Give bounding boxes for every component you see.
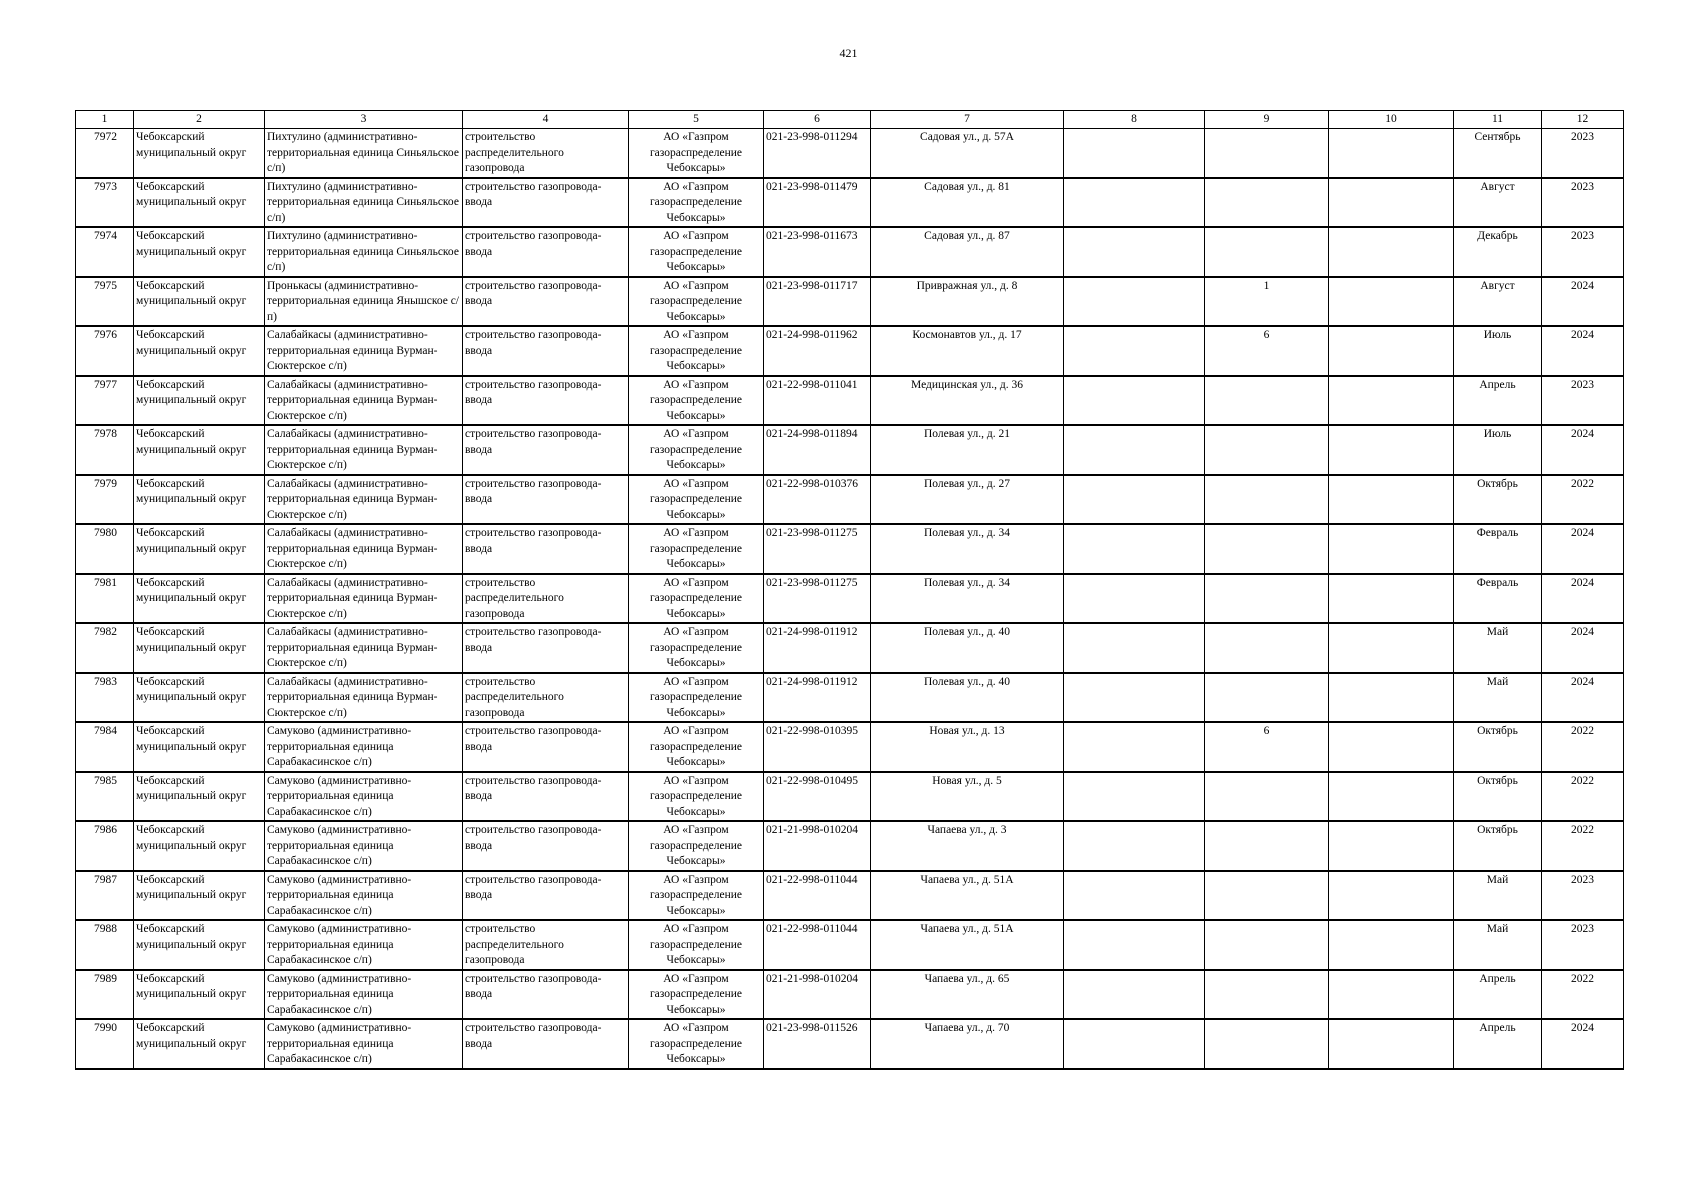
- cell-col-9: [1205, 871, 1329, 921]
- column-header: 4: [463, 111, 629, 129]
- cell-month: Май: [1454, 623, 1542, 673]
- cell-col-9: [1205, 574, 1329, 624]
- cell-address: Космонавтов ул., д. 17: [871, 326, 1064, 376]
- cell-work-type: строительство газопровода-ввода: [463, 326, 629, 376]
- cell-address: Чапаева ул., д. 65: [871, 970, 1064, 1020]
- cell-year: 2023: [1542, 871, 1624, 921]
- cell-organization: АО «Газпром газораспределение Чебоксары»: [629, 129, 764, 178]
- cell-col-9: [1205, 623, 1329, 673]
- cell-col-9: [1205, 821, 1329, 871]
- cell-col-8: [1064, 623, 1205, 673]
- table-body: [76, 129, 1624, 1069]
- cell-month: Июль: [1454, 425, 1542, 475]
- cell-settlement: Салабайкасы (административно-территориальная единица Вурман-Сюктерское с/п): [265, 425, 463, 475]
- cell-row-number: 7977: [76, 376, 134, 426]
- table-row: [76, 425, 1624, 475]
- cell-application-number: 021-21-998-010204: [764, 970, 871, 1020]
- cell-col-10: [1329, 920, 1454, 970]
- table-row: [76, 574, 1624, 624]
- cell-work-type: строительство газопровода-ввода: [463, 524, 629, 574]
- cell-settlement: Пихтулино (административно-территориальная единица Синьяльское с/п): [265, 227, 463, 277]
- cell-col-8: [1064, 1019, 1205, 1069]
- cell-address: Садовая ул., д. 81: [871, 178, 1064, 228]
- cell-application-number: 021-24-998-011912: [764, 623, 871, 673]
- cell-organization: АО «Газпром газораспределение Чебоксары»: [629, 623, 764, 673]
- page-number: 421: [839, 46, 858, 60]
- cell-row-number: 7972: [76, 129, 134, 178]
- cell-row-number: 7985: [76, 772, 134, 822]
- cell-col-8: [1064, 920, 1205, 970]
- cell-row-number: 7976: [76, 326, 134, 376]
- cell-settlement: Салабайкасы (административно-территориальная единица Вурман-Сюктерское с/п): [265, 524, 463, 574]
- cell-col-8: [1064, 376, 1205, 426]
- cell-col-8: [1064, 425, 1205, 475]
- cell-col-10: [1329, 129, 1454, 178]
- cell-month: Декабрь: [1454, 227, 1542, 277]
- cell-settlement: Салабайкасы (административно-территориальная единица Вурман-Сюктерское с/п): [265, 376, 463, 426]
- cell-organization: АО «Газпром газораспределение Чебоксары»: [629, 326, 764, 376]
- cell-month: Май: [1454, 673, 1542, 723]
- cell-settlement: Салабайкасы (административно-территориальная единица Вурман-Сюктерское с/п): [265, 673, 463, 723]
- cell-work-type: строительство распределительного газопровода: [463, 920, 629, 970]
- table-row: [76, 623, 1624, 673]
- cell-year: 2023: [1542, 178, 1624, 228]
- cell-year: 2023: [1542, 920, 1624, 970]
- cell-settlement: Самуково (административно-территориальная единица Сарабакасинское с/п): [265, 722, 463, 772]
- cell-settlement: Самуково (административно-территориальная единица Сарабакасинское с/п): [265, 821, 463, 871]
- cell-application-number: 021-23-998-011526: [764, 1019, 871, 1069]
- table-header: [76, 111, 1624, 129]
- cell-application-number: 021-22-998-010495: [764, 772, 871, 822]
- cell-district: Чебоксарский муниципальный округ: [134, 920, 265, 970]
- cell-organization: АО «Газпром газораспределение Чебоксары»: [629, 425, 764, 475]
- cell-row-number: 7975: [76, 277, 134, 327]
- cell-month: Февраль: [1454, 524, 1542, 574]
- cell-organization: АО «Газпром газораспределение Чебоксары»: [629, 574, 764, 624]
- cell-settlement: Пронькасы (административно-территориальная единица Янышское с/п): [265, 277, 463, 327]
- cell-application-number: 021-22-998-011044: [764, 920, 871, 970]
- cell-district: Чебоксарский муниципальный округ: [134, 178, 265, 228]
- cell-year: 2023: [1542, 129, 1624, 178]
- cell-application-number: 021-24-998-011962: [764, 326, 871, 376]
- cell-settlement: Салабайкасы (административно-территориальная единица Вурман-Сюктерское с/п): [265, 475, 463, 525]
- cell-col-8: [1064, 326, 1205, 376]
- cell-settlement: Самуково (административно-территориальная единица Сарабакасинское с/п): [265, 1019, 463, 1069]
- cell-work-type: строительство газопровода-ввода: [463, 178, 629, 228]
- cell-district: Чебоксарский муниципальный округ: [134, 970, 265, 1020]
- table-row: [76, 129, 1624, 178]
- cell-district: Чебоксарский муниципальный округ: [134, 227, 265, 277]
- cell-address: Медицинская ул., д. 36: [871, 376, 1064, 426]
- cell-col-10: [1329, 376, 1454, 426]
- cell-month: Май: [1454, 871, 1542, 921]
- register-table: [75, 110, 1624, 1070]
- cell-col-10: [1329, 673, 1454, 723]
- cell-application-number: 021-22-998-010376: [764, 475, 871, 525]
- cell-year: 2024: [1542, 425, 1624, 475]
- cell-month: Апрель: [1454, 970, 1542, 1020]
- cell-col-10: [1329, 1019, 1454, 1069]
- cell-col-10: [1329, 821, 1454, 871]
- table-row: [76, 1019, 1624, 1069]
- cell-district: Чебоксарский муниципальный округ: [134, 772, 265, 822]
- cell-col-9: [1205, 524, 1329, 574]
- cell-col-10: [1329, 970, 1454, 1020]
- cell-organization: АО «Газпром газораспределение Чебоксары»: [629, 722, 764, 772]
- cell-col-9: [1205, 920, 1329, 970]
- cell-col-9: [1205, 425, 1329, 475]
- column-header: 5: [629, 111, 764, 129]
- cell-col-8: [1064, 871, 1205, 921]
- cell-col-8: [1064, 524, 1205, 574]
- cell-month: Октябрь: [1454, 722, 1542, 772]
- cell-col-8: [1064, 227, 1205, 277]
- cell-district: Чебоксарский муниципальный округ: [134, 871, 265, 921]
- cell-address: Чапаева ул., д. 51А: [871, 871, 1064, 921]
- cell-row-number: 7980: [76, 524, 134, 574]
- cell-col-10: [1329, 524, 1454, 574]
- cell-work-type: строительство газопровода-ввода: [463, 772, 629, 822]
- table-row: [76, 772, 1624, 822]
- cell-address: Полевая ул., д. 40: [871, 623, 1064, 673]
- cell-address: Привражная ул., д. 8: [871, 277, 1064, 327]
- cell-row-number: 7987: [76, 871, 134, 921]
- cell-col-8: [1064, 475, 1205, 525]
- table-row: [76, 524, 1624, 574]
- cell-organization: АО «Газпром газораспределение Чебоксары»: [629, 178, 764, 228]
- cell-col-10: [1329, 277, 1454, 327]
- cell-organization: АО «Газпром газораспределение Чебоксары»: [629, 524, 764, 574]
- cell-col-10: [1329, 475, 1454, 525]
- cell-row-number: 7982: [76, 623, 134, 673]
- cell-work-type: строительство распределительного газопровода: [463, 673, 629, 723]
- cell-col-10: [1329, 227, 1454, 277]
- cell-col-10: [1329, 722, 1454, 772]
- cell-year: 2022: [1542, 722, 1624, 772]
- cell-month: Август: [1454, 277, 1542, 327]
- cell-col-10: [1329, 574, 1454, 624]
- cell-settlement: Салабайкасы (административно-территориальная единица Вурман-Сюктерское с/п): [265, 623, 463, 673]
- cell-district: Чебоксарский муниципальный округ: [134, 425, 265, 475]
- cell-col-9: 1: [1205, 277, 1329, 327]
- cell-organization: АО «Газпром газораспределение Чебоксары»: [629, 772, 764, 822]
- table-row: [76, 673, 1624, 723]
- cell-address: Полевая ул., д. 34: [871, 574, 1064, 624]
- cell-application-number: 021-22-998-010395: [764, 722, 871, 772]
- cell-col-8: [1064, 673, 1205, 723]
- cell-row-number: 7986: [76, 821, 134, 871]
- cell-address: Полевая ул., д. 21: [871, 425, 1064, 475]
- cell-address: Чапаева ул., д. 51А: [871, 920, 1064, 970]
- cell-month: Сентябрь: [1454, 129, 1542, 178]
- table-row: [76, 326, 1624, 376]
- cell-district: Чебоксарский муниципальный округ: [134, 326, 265, 376]
- cell-row-number: 7983: [76, 673, 134, 723]
- column-header: 10: [1329, 111, 1454, 129]
- column-header: 7: [871, 111, 1064, 129]
- cell-col-8: [1064, 722, 1205, 772]
- cell-col-9: [1205, 772, 1329, 822]
- cell-month: Май: [1454, 920, 1542, 970]
- cell-address: Чапаева ул., д. 3: [871, 821, 1064, 871]
- cell-application-number: 021-23-998-011673: [764, 227, 871, 277]
- header-row: [76, 111, 1624, 129]
- cell-district: Чебоксарский муниципальный округ: [134, 475, 265, 525]
- cell-settlement: Самуково (административно-территориальная единица Сарабакасинское с/п): [265, 871, 463, 921]
- cell-settlement: Самуково (административно-территориальная единица Сарабакасинское с/п): [265, 920, 463, 970]
- cell-work-type: строительство газопровода-ввода: [463, 425, 629, 475]
- cell-settlement: Салабайкасы (административно-территориальная единица Вурман-Сюктерское с/п): [265, 326, 463, 376]
- cell-address: Полевая ул., д. 27: [871, 475, 1064, 525]
- cell-work-type: строительство газопровода-ввода: [463, 376, 629, 426]
- cell-col-9: 6: [1205, 722, 1329, 772]
- cell-col-9: [1205, 970, 1329, 1020]
- cell-col-9: [1205, 1019, 1329, 1069]
- cell-work-type: строительство газопровода-ввода: [463, 277, 629, 327]
- cell-settlement: Пихтулино (административно-территориальная единица Синьяльское с/п): [265, 178, 463, 228]
- cell-work-type: строительство распределительного газопровода: [463, 129, 629, 178]
- table-row: [76, 178, 1624, 228]
- cell-organization: АО «Газпром газораспределение Чебоксары»: [629, 871, 764, 921]
- cell-col-9: [1205, 475, 1329, 525]
- cell-row-number: 7973: [76, 178, 134, 228]
- cell-settlement: Пихтулино (административно-территориальная единица Синьяльское с/п): [265, 129, 463, 178]
- cell-year: 2022: [1542, 772, 1624, 822]
- cell-organization: АО «Газпром газораспределение Чебоксары»: [629, 277, 764, 327]
- table-row: [76, 871, 1624, 921]
- cell-month: Октябрь: [1454, 821, 1542, 871]
- cell-col-8: [1064, 772, 1205, 822]
- cell-col-9: [1205, 178, 1329, 228]
- cell-col-10: [1329, 425, 1454, 475]
- cell-work-type: строительство газопровода-ввода: [463, 722, 629, 772]
- cell-application-number: 021-23-998-011479: [764, 178, 871, 228]
- cell-month: Апрель: [1454, 1019, 1542, 1069]
- cell-col-10: [1329, 623, 1454, 673]
- cell-address: Чапаева ул., д. 70: [871, 1019, 1064, 1069]
- cell-col-8: [1064, 277, 1205, 327]
- cell-month: Апрель: [1454, 376, 1542, 426]
- cell-organization: АО «Газпром газораспределение Чебоксары»: [629, 970, 764, 1020]
- cell-row-number: 7974: [76, 227, 134, 277]
- cell-row-number: 7988: [76, 920, 134, 970]
- cell-application-number: 021-23-998-011717: [764, 277, 871, 327]
- cell-address: Новая ул., д. 5: [871, 772, 1064, 822]
- cell-year: 2024: [1542, 1019, 1624, 1069]
- cell-district: Чебоксарский муниципальный округ: [134, 1019, 265, 1069]
- cell-work-type: строительство газопровода-ввода: [463, 475, 629, 525]
- cell-district: Чебоксарский муниципальный округ: [134, 574, 265, 624]
- cell-row-number: 7981: [76, 574, 134, 624]
- cell-row-number: 7979: [76, 475, 134, 525]
- cell-month: Февраль: [1454, 574, 1542, 624]
- cell-work-type: строительство распределительного газопровода: [463, 574, 629, 624]
- cell-organization: АО «Газпром газораспределение Чебоксары»: [629, 673, 764, 723]
- cell-district: Чебоксарский муниципальный округ: [134, 623, 265, 673]
- cell-district: Чебоксарский муниципальный округ: [134, 673, 265, 723]
- cell-application-number: 021-24-998-011894: [764, 425, 871, 475]
- cell-col-10: [1329, 178, 1454, 228]
- cell-organization: АО «Газпром газораспределение Чебоксары»: [629, 227, 764, 277]
- cell-row-number: 7984: [76, 722, 134, 772]
- cell-organization: АО «Газпром газораспределение Чебоксары»: [629, 920, 764, 970]
- cell-work-type: строительство газопровода-ввода: [463, 821, 629, 871]
- cell-year: 2022: [1542, 970, 1624, 1020]
- table-row: [76, 376, 1624, 426]
- column-header: 8: [1064, 111, 1205, 129]
- table-row: [76, 821, 1624, 871]
- cell-application-number: 021-22-998-011044: [764, 871, 871, 921]
- cell-col-9: [1205, 129, 1329, 178]
- cell-work-type: строительство газопровода-ввода: [463, 623, 629, 673]
- cell-application-number: 021-24-998-011912: [764, 673, 871, 723]
- cell-work-type: строительство газопровода-ввода: [463, 1019, 629, 1069]
- cell-year: 2023: [1542, 227, 1624, 277]
- cell-settlement: Салабайкасы (административно-территориальная единица Вурман-Сюктерское с/п): [265, 574, 463, 624]
- cell-district: Чебоксарский муниципальный округ: [134, 821, 265, 871]
- column-header: 3: [265, 111, 463, 129]
- cell-col-10: [1329, 871, 1454, 921]
- cell-col-10: [1329, 326, 1454, 376]
- column-header: 12: [1542, 111, 1624, 129]
- table-row: [76, 227, 1624, 277]
- cell-district: Чебоксарский муниципальный округ: [134, 277, 265, 327]
- column-header: 11: [1454, 111, 1542, 129]
- cell-year: 2024: [1542, 673, 1624, 723]
- cell-work-type: строительство газопровода-ввода: [463, 227, 629, 277]
- column-header: 9: [1205, 111, 1329, 129]
- cell-row-number: 7990: [76, 1019, 134, 1069]
- cell-month: Октябрь: [1454, 475, 1542, 525]
- cell-col-8: [1064, 821, 1205, 871]
- cell-col-9: [1205, 227, 1329, 277]
- table-row: [76, 722, 1624, 772]
- table-row: [76, 920, 1624, 970]
- cell-month: Август: [1454, 178, 1542, 228]
- table-row: [76, 277, 1624, 327]
- cell-application-number: 021-21-998-010204: [764, 821, 871, 871]
- cell-organization: АО «Газпром газораспределение Чебоксары»: [629, 1019, 764, 1069]
- cell-work-type: строительство газопровода-ввода: [463, 871, 629, 921]
- cell-district: Чебоксарский муниципальный округ: [134, 376, 265, 426]
- cell-address: Полевая ул., д. 40: [871, 673, 1064, 723]
- cell-settlement: Самуково (административно-территориальная единица Сарабакасинское с/п): [265, 772, 463, 822]
- cell-year: 2023: [1542, 376, 1624, 426]
- cell-row-number: 7978: [76, 425, 134, 475]
- cell-year: 2024: [1542, 574, 1624, 624]
- cell-col-8: [1064, 129, 1205, 178]
- cell-address: Садовая ул., д. 87: [871, 227, 1064, 277]
- cell-year: 2024: [1542, 623, 1624, 673]
- cell-district: Чебоксарский муниципальный округ: [134, 722, 265, 772]
- cell-col-10: [1329, 772, 1454, 822]
- cell-settlement: Самуково (административно-территориальная единица Сарабакасинское с/п): [265, 970, 463, 1020]
- cell-address: Садовая ул., д. 57А: [871, 129, 1064, 178]
- cell-col-8: [1064, 178, 1205, 228]
- cell-col-9: [1205, 673, 1329, 723]
- cell-district: Чебоксарский муниципальный округ: [134, 129, 265, 178]
- column-header: 2: [134, 111, 265, 129]
- cell-application-number: 021-22-998-011041: [764, 376, 871, 426]
- cell-address: Новая ул., д. 13: [871, 722, 1064, 772]
- column-header: 6: [764, 111, 871, 129]
- cell-application-number: 021-23-998-011275: [764, 574, 871, 624]
- cell-row-number: 7989: [76, 970, 134, 1020]
- cell-district: Чебоксарский муниципальный округ: [134, 524, 265, 574]
- table-row: [76, 475, 1624, 525]
- cell-address: Полевая ул., д. 34: [871, 524, 1064, 574]
- cell-application-number: 021-23-998-011275: [764, 524, 871, 574]
- cell-work-type: строительство газопровода-ввода: [463, 970, 629, 1020]
- cell-year: 2022: [1542, 821, 1624, 871]
- cell-month: Октябрь: [1454, 772, 1542, 822]
- cell-application-number: 021-23-998-011294: [764, 129, 871, 178]
- cell-year: 2024: [1542, 524, 1624, 574]
- cell-col-8: [1064, 574, 1205, 624]
- cell-col-8: [1064, 970, 1205, 1020]
- cell-year: 2024: [1542, 326, 1624, 376]
- column-header: 1: [76, 111, 134, 129]
- cell-col-9: 6: [1205, 326, 1329, 376]
- cell-col-9: [1205, 376, 1329, 426]
- cell-organization: АО «Газпром газораспределение Чебоксары»: [629, 821, 764, 871]
- cell-organization: АО «Газпром газораспределение Чебоксары»: [629, 376, 764, 426]
- cell-year: 2022: [1542, 475, 1624, 525]
- table-row: [76, 970, 1624, 1020]
- cell-month: Июль: [1454, 326, 1542, 376]
- cell-organization: АО «Газпром газораспределение Чебоксары»: [629, 475, 764, 525]
- cell-year: 2024: [1542, 277, 1624, 327]
